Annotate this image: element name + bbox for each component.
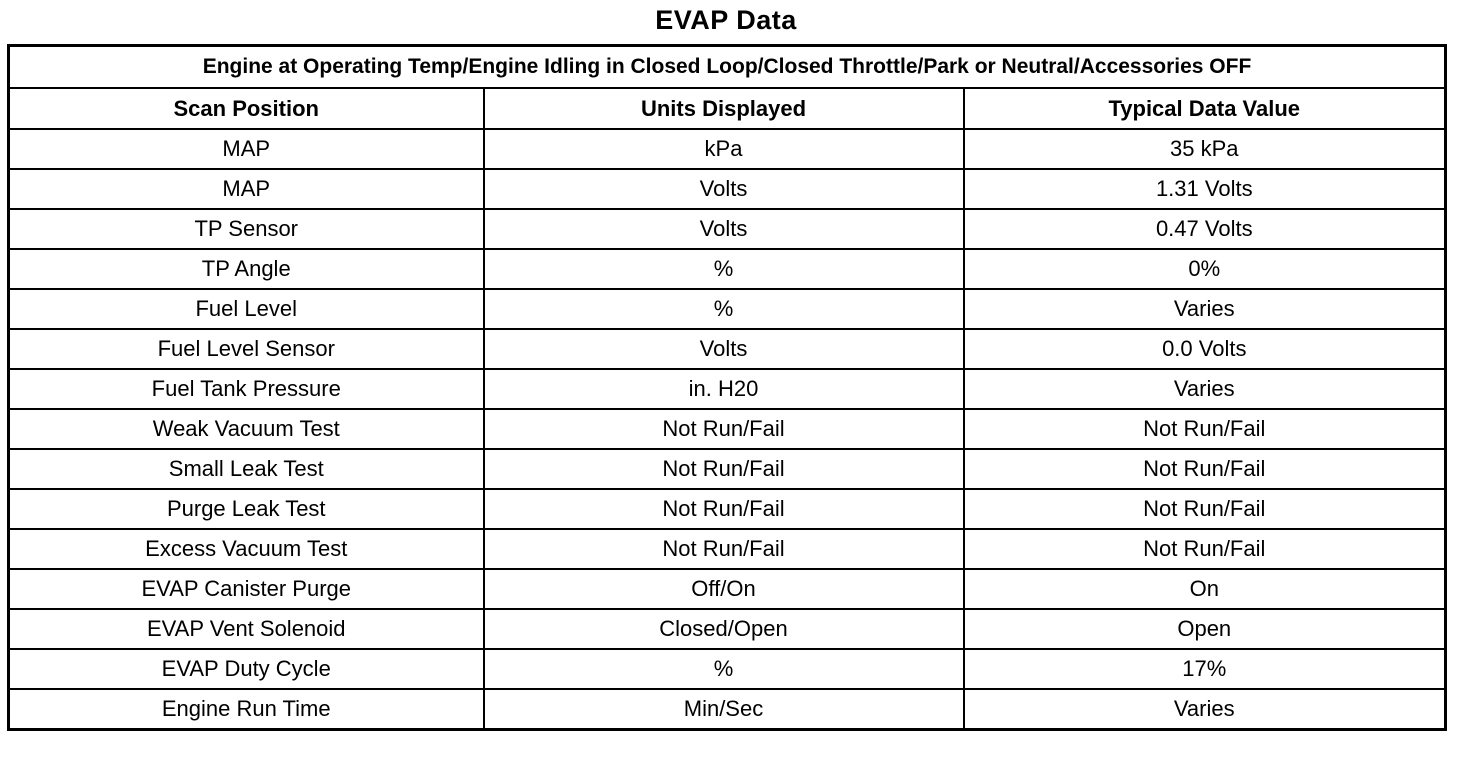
typical-data-value-cell: Varies bbox=[964, 689, 1446, 730]
typical-data-value-cell: Varies bbox=[964, 289, 1446, 329]
scan-position-cell: Fuel Tank Pressure bbox=[9, 369, 484, 409]
table-row bbox=[9, 449, 1446, 489]
typical-data-value-cell: 0.0 Volts bbox=[964, 329, 1446, 369]
typical-data-value-cell: 0% bbox=[964, 249, 1446, 289]
column-header-row bbox=[9, 88, 1446, 129]
typical-data-value-cell: Open bbox=[964, 609, 1446, 649]
scan-position-cell: Fuel Level bbox=[9, 289, 484, 329]
typical-data-value-cell: 0.47 Volts bbox=[964, 209, 1446, 249]
units-displayed-cell: Not Run/Fail bbox=[484, 409, 964, 449]
typical-data-value-cell: 17% bbox=[964, 649, 1446, 689]
table-row bbox=[9, 369, 1446, 409]
units-displayed-cell: % bbox=[484, 249, 964, 289]
typical-data-value-cell: On bbox=[964, 569, 1446, 609]
table-row bbox=[9, 409, 1446, 449]
typical-data-value-cell: 1.31 Volts bbox=[964, 169, 1446, 209]
table-row bbox=[9, 329, 1446, 369]
condition-cell: Engine at Operating Temp/Engine Idling in Closed Loop/Closed Throttle/Park or Neutral/Accessories OFF bbox=[9, 46, 1446, 89]
scan-position-cell: TP Sensor bbox=[9, 209, 484, 249]
typical-data-value-cell: Not Run/Fail bbox=[964, 409, 1446, 449]
scan-position-cell: EVAP Duty Cycle bbox=[9, 649, 484, 689]
units-displayed-cell: kPa bbox=[484, 129, 964, 169]
units-displayed-cell: Not Run/Fail bbox=[484, 489, 964, 529]
units-displayed-cell: Not Run/Fail bbox=[484, 529, 964, 569]
scan-position-cell: Small Leak Test bbox=[9, 449, 484, 489]
scan-position-cell: Weak Vacuum Test bbox=[9, 409, 484, 449]
typical-data-value-cell: Varies bbox=[964, 369, 1446, 409]
typical-data-value-cell: Not Run/Fail bbox=[964, 449, 1446, 489]
scan-position-cell: MAP bbox=[9, 129, 484, 169]
page-title: EVAP Data bbox=[655, 5, 797, 35]
units-displayed-cell: Volts bbox=[484, 209, 964, 249]
table-body bbox=[9, 129, 1446, 730]
scan-position-cell: TP Angle bbox=[9, 249, 484, 289]
table-row bbox=[9, 569, 1446, 609]
scan-position-cell: Purge Leak Test bbox=[9, 489, 484, 529]
table-row bbox=[9, 649, 1446, 689]
table-row bbox=[9, 169, 1446, 209]
table-row bbox=[9, 209, 1446, 249]
table-row bbox=[9, 289, 1446, 329]
typical-data-value-cell: Not Run/Fail bbox=[964, 489, 1446, 529]
column-header-units-displayed: Units Displayed bbox=[484, 88, 964, 129]
table-row bbox=[9, 129, 1446, 169]
condition-row bbox=[9, 46, 1446, 89]
evap-data-table bbox=[7, 44, 1447, 731]
table-row bbox=[9, 689, 1446, 730]
units-displayed-cell: in. H20 bbox=[484, 369, 964, 409]
typical-data-value-cell: 35 kPa bbox=[964, 129, 1446, 169]
table-row bbox=[9, 529, 1446, 569]
table-row bbox=[9, 609, 1446, 649]
table-row bbox=[9, 489, 1446, 529]
scan-position-cell: Engine Run Time bbox=[9, 689, 484, 730]
units-displayed-cell: Closed/Open bbox=[484, 609, 964, 649]
column-header-typical-data-value: Typical Data Value bbox=[964, 88, 1446, 129]
scan-position-cell: EVAP Canister Purge bbox=[9, 569, 484, 609]
scan-position-cell: Excess Vacuum Test bbox=[9, 529, 484, 569]
units-displayed-cell: Volts bbox=[484, 169, 964, 209]
scan-position-cell: MAP bbox=[9, 169, 484, 209]
units-displayed-cell: % bbox=[484, 289, 964, 329]
units-displayed-cell: Not Run/Fail bbox=[484, 449, 964, 489]
table-row bbox=[9, 249, 1446, 289]
column-header-scan-position: Scan Position bbox=[9, 88, 484, 129]
units-displayed-cell: Min/Sec bbox=[484, 689, 964, 730]
units-displayed-cell: Off/On bbox=[484, 569, 964, 609]
scan-position-cell: EVAP Vent Solenoid bbox=[9, 609, 484, 649]
scan-position-cell: Fuel Level Sensor bbox=[9, 329, 484, 369]
units-displayed-cell: % bbox=[484, 649, 964, 689]
units-displayed-cell: Volts bbox=[484, 329, 964, 369]
typical-data-value-cell: Not Run/Fail bbox=[964, 529, 1446, 569]
